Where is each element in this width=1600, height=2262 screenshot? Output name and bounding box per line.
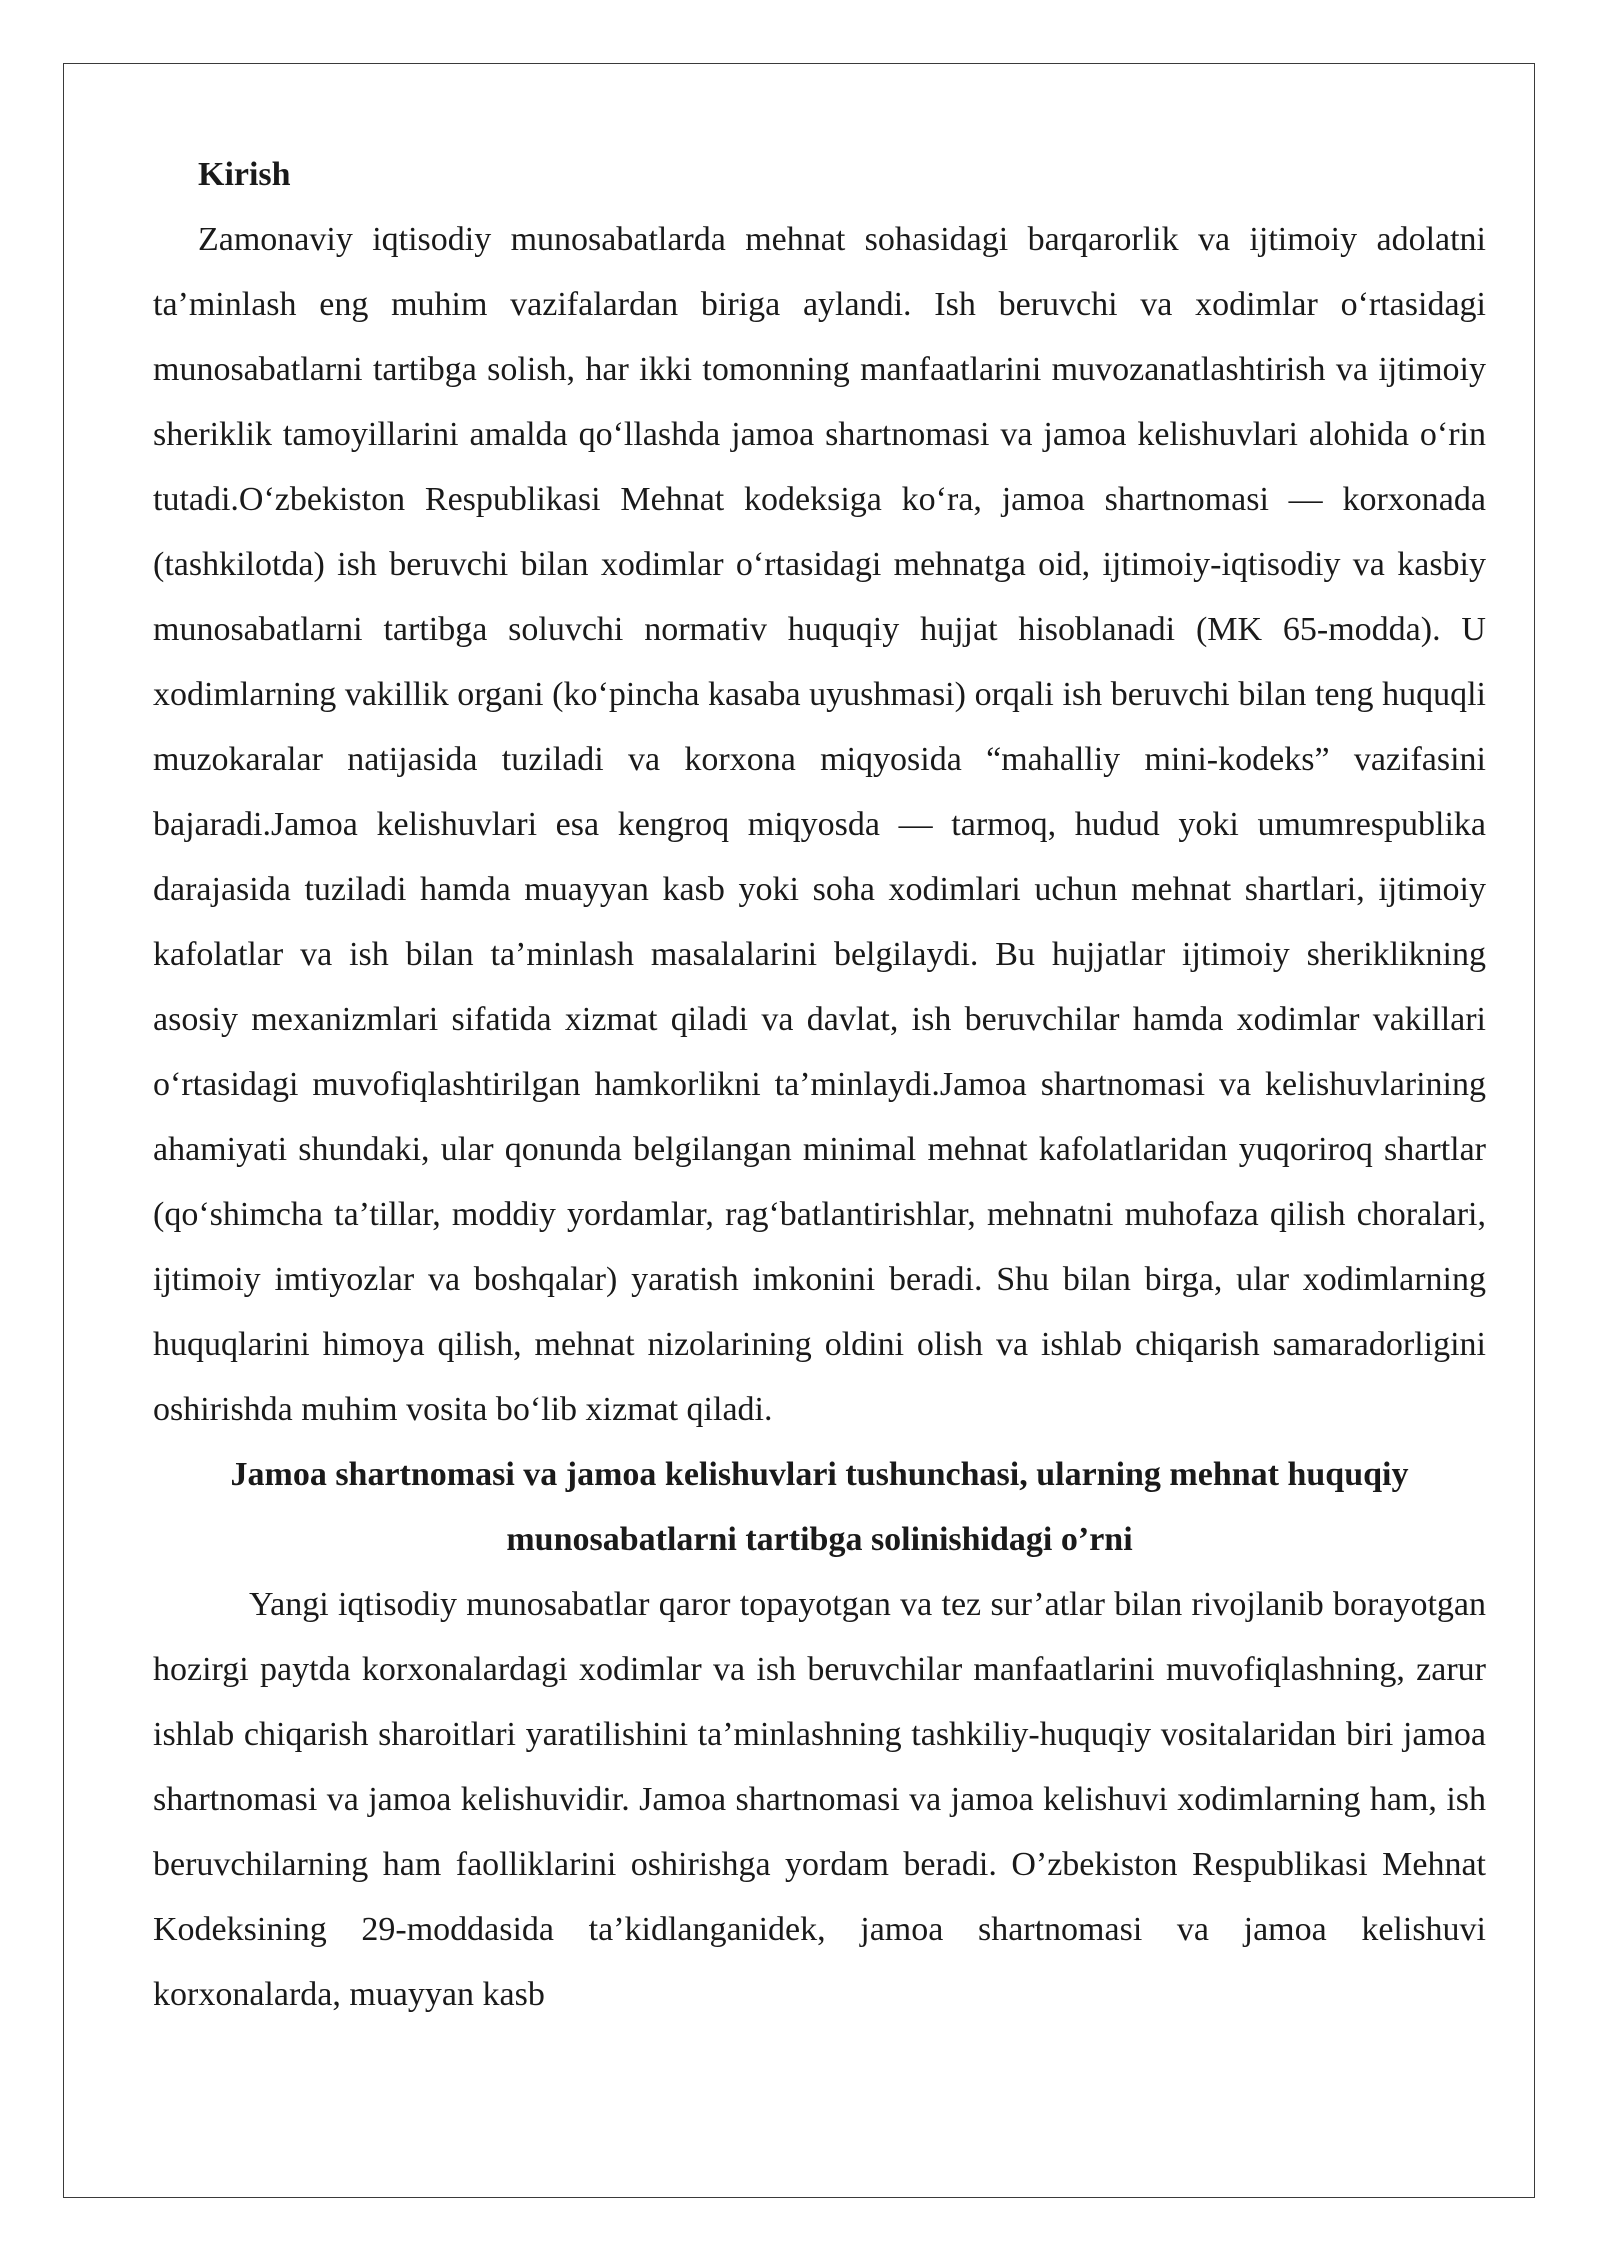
section-paragraph: Yangi iqtisodiy munosabatlar qaror topayotgan va tez sur’atlar bilan rivojlanib borayotgan hozirgi paytda korxonalardagi xodimlar va ish beruvchilar manfaatlarini muvofiqlashning, zarur ishlab chiqarish sharoitlari yaratilishini ta’minlashning tashkiliy-huquqiy vositalaridan biri jamoa shartnomasi va jamoa kelishuvidir. Jamoa shartnomasi va jamoa kelishuvi xodimlarning ham, ish beruvchilarning ham faolliklarini oshirishga yordam beradi. O’zbekiston Respublikasi Mehnat Kodeksining 29-moddasida ta’kidlanganidek, jamoa shartnomasi va jamoa kelishuvi korxonalarda, muayyan kasb: [153, 1586, 1486, 2013]
intro-heading: Kirish: [198, 156, 291, 193]
section-heading: Jamoa shartnomasi va jamoa kelishuvlari tushunchasi, ularning mehnat huquqiy munosabatlarni tartibga solinishidagi o’rni: [230, 1456, 1409, 1558]
intro-paragraph: Zamonaviy iqtisodiy munosabatlarda mehnat sohasidagi barqarorlik va ijtimoiy adolatni ta’minlash eng muhim vazifalardan biriga aylandi. Ish beruvchi va xodimlar o‘rtasidagi munosabatlarni tartibga solish, har ikki tomonning manfaatlarini muvozanatlashtirish va ijtimoiy sheriklik tamoyillarini amalda qo‘llashda jamoa shartnomasi va jamoa kelishuvlari alohida o‘rin tutadi.O‘zbekiston Respublikasi Mehnat kodeksiga ko‘ra, jamoa shartnomasi — korxonada (tashkilotda) ish beruvchi bilan xodimlar o‘rtasidagi mehnatga oid, ijtimoiy-iqtisodiy va kasbiy munosabatlarni tartibga soluvchi normativ huquqiy hujjat hisoblanadi (MK 65-modda). U xodimlarning vakillik organi (ko‘pincha kasaba uyushmasi) orqali ish beruvchi bilan teng huquqli muzokaralar natijasida tuziladi va korxona miqyosida “mahalliy mini-kodeks” vazifasini bajaradi.Jamoa kelishuvlari esa kengroq miqyosda — tarmoq, hudud yoki umumrespublika darajasida tuziladi hamda muayyan kasb yoki soha xodimlari uchun mehnat shartlari, ijtimoiy kafolatlar va ish bilan ta’minlash masalalarini belgilaydi. Bu hujjatlar ijtimoiy sheriklikning asosiy mexanizmlari sifatida xizmat qiladi va davlat, ish beruvchilar hamda xodimlar vakillari o‘rtasidagi muvofiqlashtirilgan hamkorlikni ta’minlaydi.Jamoa shartnomasi va kelishuvlarining ahamiyati shundaki, ular qonunda belgilangan minimal mehnat kafolatlaridan yuqoriroq shartlar (qo‘shimcha ta’tillar, moddiy yordamlar, rag‘batlantirishlar, mehnatni muhofaza qilish choralari, ijtimoiy imtiyozlar va boshqalar) yaratish imkonini beradi. Shu bilan birga, ular xodimlarning huquqlarini himoya qilish, mehnat nizolarining oldini olish va ishlab chiqarish samaradorligini oshirishda muhim vosita bo‘lib xizmat qiladi.: [153, 221, 1486, 1428]
document-body: [153, 142, 1486, 2027]
